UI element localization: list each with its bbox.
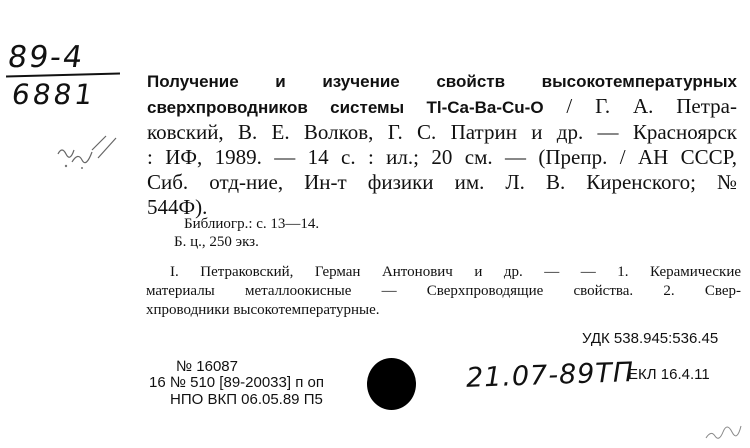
ekl-code: ЕКЛ 16.4.11 [628,366,710,383]
entry-authors: / Г. А. Петра- [543,94,738,118]
entry-text: : ИФ, 1989. — 14 с. : ил.; 20 см. — (Препр. / АН СССР, [147,145,737,169]
entry-line [147,68,737,94]
entry-line [147,145,737,170]
catalog-entry [147,68,737,220]
entry-title: Получение и изучение свойств высокотемпературных [147,72,737,91]
shelf-mark-top: 89-4 [5,40,87,75]
handwritten-date: 21.07-89ТП [465,357,635,394]
tracing-line: хпроводники высокотемпературные. [146,302,380,318]
npo-line: НПО ВКП 06.05.89 П5 [170,391,323,408]
print-line: 16 № 510 [89-20033] п оп [149,374,324,391]
tracings [146,263,741,320]
udc-code: УДК 538.945:536.45 [582,330,719,347]
entry-text: Сиб. отд-ние, Ин-т физики им. Л. В. Киренского; № [147,170,737,194]
pencil-corner-mark [704,424,744,442]
tracing-line: материалы металлоокисные — Сверхпроводящие свойства. 2. Свер- [146,283,741,299]
entry-title-cont: сверхпроводников системы Tl-Ca-Ba-Cu-O [147,98,544,117]
record-number: № 16087 [176,358,238,375]
entry-text: ковский, В. Е. Волков, Г. С. Патрин и др. — Красноярск [147,120,737,144]
entry-line [147,94,737,120]
tracing-line: I. Петраковский, Герман Антонович и др. — — 1. Керамические [170,264,741,280]
punch-hole [367,358,416,410]
bibliography-note: Библиогр.: с. 13—14. [184,216,320,232]
entry-line [147,120,737,145]
shelf-mark-bottom: 6881 [9,78,98,111]
entry-line [147,170,737,195]
price-note: Б. ц., 250 экз. [174,234,259,250]
pencil-initials-scribble [52,132,122,172]
entry-text: 544Ф). [147,195,208,219]
